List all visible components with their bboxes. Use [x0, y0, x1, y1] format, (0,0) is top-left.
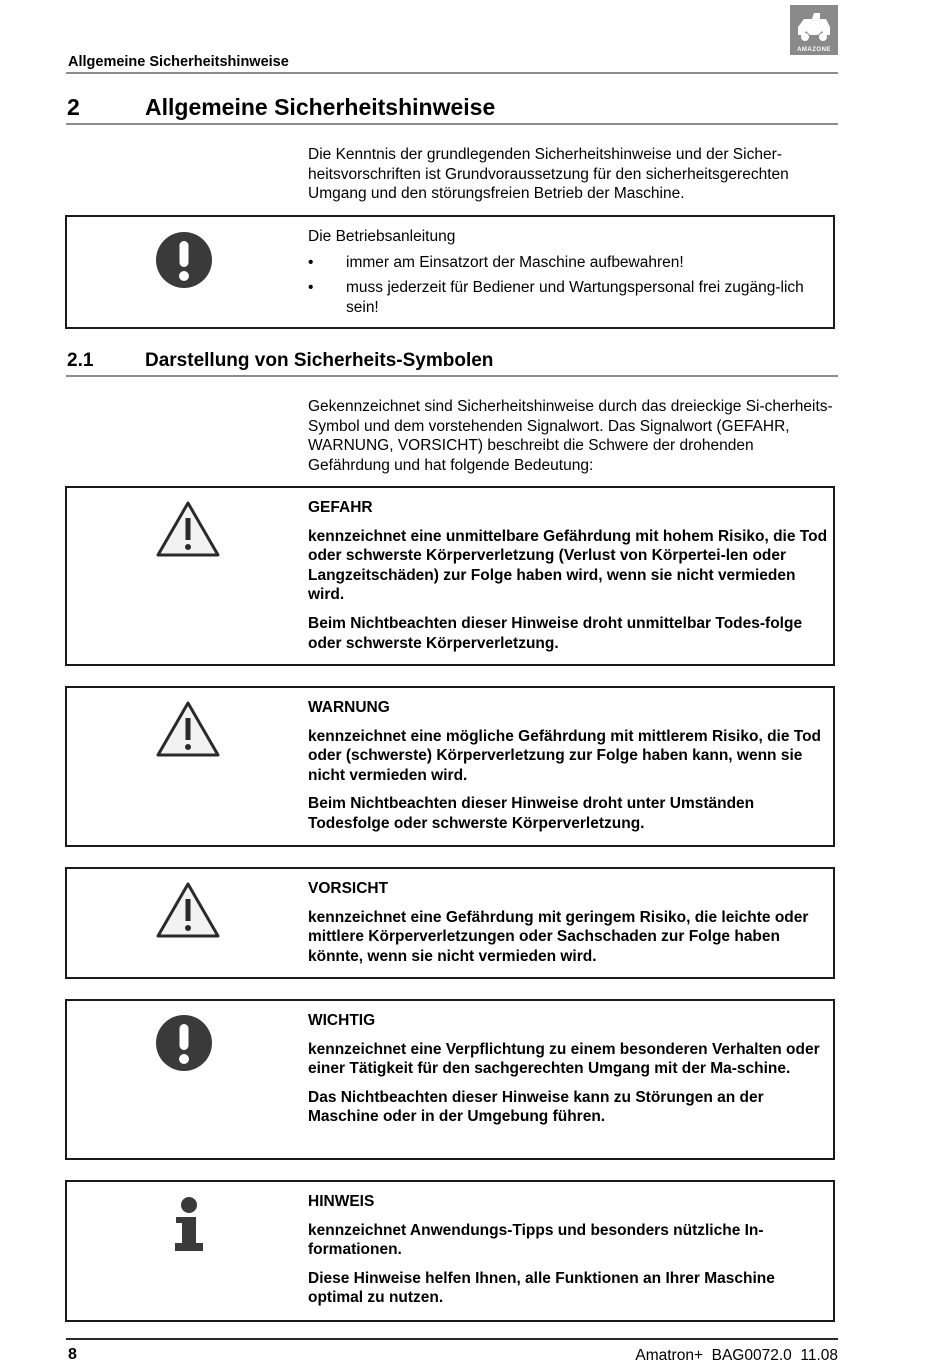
page-number: 8: [68, 1346, 77, 1363]
signal-word: VORSICHT: [308, 880, 389, 897]
list-item-text: muss jederzeit für Bediener und Wartungspersonal frei zugäng-lich sein!: [346, 279, 804, 316]
bullet-icon: •: [308, 279, 314, 297]
exclamation-circle-icon: [155, 231, 213, 294]
section-number: 2: [67, 94, 80, 120]
box-consequence: Das Nichtbeachten dieser Hinweise kann zu Störungen an der Maschine oder in der Umgebung führen.: [308, 1088, 764, 1126]
operating-manual-note-box: [65, 215, 835, 329]
bullet-icon: •: [308, 253, 314, 271]
warning-box: [65, 686, 835, 847]
header-rule: [66, 72, 838, 74]
subsection-intro: Gekennzeichnet sind Sicherheitshinweise durch das dreieckige Si-cherheits-Symbol und dem vorstehenden Signalwort. Das Signalwort (GEFAHR, WARNUNG, VORSICHT) beschreibt die Schwere der drohenden Gefährdung und hat folgende Bedeutung:: [308, 398, 833, 474]
box-consequence: Diese Hinweise helfen Ihnen, alle Funktionen an Ihrer Maschine optimal zu nutzen.: [308, 1269, 775, 1307]
subsection-rule: [66, 375, 838, 377]
section-title: Allgemeine Sicherheitshinweise: [145, 94, 496, 120]
section-intro: Die Kenntnis der grundlegenden Sicherheitshinweise und der Sicher-heitsvorschriften ist Grundvoraussetzung für den sicherheitsgerechten Umgang und den störungsfreien Betrieb der Maschine.: [308, 146, 789, 203]
box-description: kennzeichnet eine Gefährdung mit geringem Risiko, die leichte oder mittlere Körperverletzungen oder Sachschaden zur Folge haben könnte, wenn sie nicht vermieden wird.: [308, 908, 809, 965]
running-header-title: Allgemeine Sicherheitshinweise: [68, 54, 289, 70]
warning-triangle-icon: [155, 881, 221, 944]
subsection-number: 2.1: [67, 350, 94, 371]
note-lead: Die Betriebsanleitung: [308, 228, 456, 245]
box-description: kennzeichnet eine unmittelbare Gefährdung mit hohem Risiko, die Tod oder schwerste Körperverletzung (Verlust von Körpertei-len oder Langzeitschäden) zur Folge haben wird, wenn sie nicht vermieden wird.: [308, 527, 828, 604]
caution-box: [65, 867, 835, 979]
warning-triangle-icon: [155, 700, 221, 763]
subsection-title: Darstellung von Sicherheits-Symbolen: [145, 350, 494, 371]
warning-triangle-icon: [155, 500, 221, 563]
section-rule: [66, 123, 838, 125]
logo-text: AMAZONE: [797, 47, 831, 53]
box-description: kennzeichnet Anwendungs-Tipps und besonders nützliche In-formationen.: [308, 1221, 764, 1259]
signal-word: HINWEIS: [308, 1193, 375, 1210]
box-consequence: Beim Nichtbeachten dieser Hinweise droht unmittelbar Todes-folge oder schwerste Körperverletzung.: [308, 614, 803, 652]
danger-box: [65, 486, 835, 666]
document-reference: Amatron+ BAG0072.0 11.08: [635, 1347, 838, 1364]
footer-rule: [66, 1338, 838, 1340]
info-icon: [173, 1197, 205, 1258]
list-item: [308, 278, 833, 317]
list-item-text: immer am Einsatzort der Maschine aufbewahren!: [346, 253, 684, 271]
important-box: [65, 999, 835, 1160]
hint-box: [65, 1180, 835, 1322]
signal-word: WICHTIG: [308, 1012, 376, 1029]
signal-word: WARNUNG: [308, 699, 390, 716]
exclamation-circle-icon: [155, 1014, 213, 1077]
amazone-logo: [790, 5, 838, 55]
box-description: kennzeichnet eine Verpflichtung zu einem besonderen Verhalten oder einer Tätigkeit für den sachgerechten Umgang mit der Ma-schine.: [308, 1040, 820, 1078]
signal-word: GEFAHR: [308, 499, 373, 516]
list-item: [308, 253, 833, 273]
box-consequence: Beim Nichtbeachten dieser Hinweise droht unter Umständen Todesfolge oder schwerste Körperverletzung.: [308, 795, 755, 832]
box-description: kennzeichnet eine mögliche Gefährdung mit mittlerem Risiko, die Tod oder (schwerste) Körperverletzung zur Folge haben kann, wenn sie nicht vermieden wird.: [308, 727, 822, 784]
